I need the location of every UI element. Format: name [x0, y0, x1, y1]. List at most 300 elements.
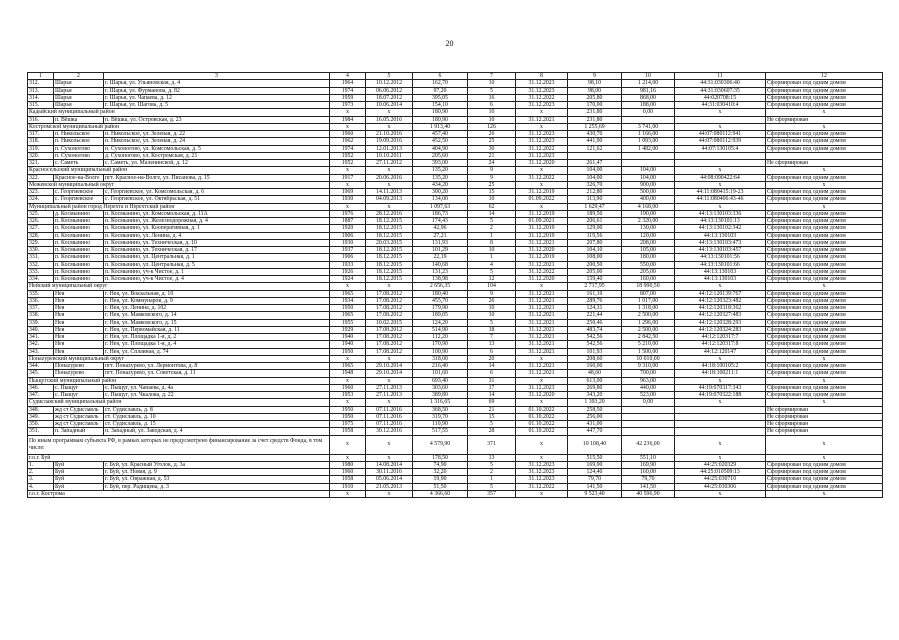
table-cell: 2 842,50	[622, 334, 675, 341]
table-cell: Сформирован под одним домом	[766, 341, 883, 348]
table-cell: с. Пыщуг, ул. Чкалова, д. 22	[104, 392, 330, 399]
table-cell: п. Никольское, ул. Зеленая, д. 24	[104, 138, 330, 145]
table-cell: 1974	[330, 87, 366, 94]
table-cell: 9	[468, 167, 516, 174]
table-cell: 1965	[330, 290, 366, 297]
table-cell: п. Космынино	[54, 239, 104, 246]
table-cell: 1953	[330, 392, 366, 399]
table-cell: г. Нея, ул. Маяковского, д. 15	[104, 319, 330, 326]
table-cell: 07.11.2016	[366, 421, 413, 428]
table-row	[28, 305, 883, 312]
table-cell: x	[766, 181, 883, 188]
table-cell: 98,10	[568, 80, 622, 87]
table-cell: 31.12.2023	[516, 102, 568, 109]
column-number: 8	[516, 73, 568, 80]
table-cell: 18.12.2015	[366, 225, 413, 232]
table-cell: 1926	[330, 268, 366, 275]
table-cell	[568, 152, 622, 159]
table-cell: 31.12.2021	[516, 334, 568, 341]
table-cell: 170,90	[413, 341, 468, 348]
table-cell: 44:25:010509:13	[675, 469, 766, 476]
table-cell: 01.10.2022	[516, 421, 568, 428]
district-subtotal-row	[28, 283, 883, 290]
table-cell: 10.10.2011	[366, 152, 413, 159]
column-number: 1	[28, 73, 54, 80]
table-cell: 25	[468, 181, 516, 188]
district-subtotal-row	[28, 167, 883, 174]
table-row	[28, 247, 883, 254]
table-cell: 174,43	[413, 218, 468, 225]
table-cell: 44:07:130105:4	[675, 145, 766, 152]
table-cell	[766, 152, 883, 159]
group-label: Нейский муниципальный округ	[28, 283, 330, 290]
table-cell: 1952	[330, 152, 366, 159]
table-cell: 14.08.2014	[366, 461, 413, 468]
table-cell: 18.12.2015	[366, 261, 413, 268]
table-cell: 44:12:120317:7	[675, 334, 766, 341]
table-cell: г. Нея, ул. Коммунаров, д. 9	[104, 297, 330, 304]
table-cell: 44:11:080415:19-23	[675, 189, 766, 196]
table-cell: с. Пыщуг, ул. Чапаева, д. 4а	[104, 384, 330, 391]
column-number: 2	[54, 73, 104, 80]
table-cell: 371	[468, 435, 516, 454]
table-cell: Нея	[54, 290, 104, 297]
table-cell: 18.12.2015	[366, 254, 413, 261]
table-cell: 31.12.2019	[516, 232, 568, 239]
table-cell: 1950	[330, 305, 366, 312]
table-cell: г. Нея, ул. Площадка 1-я, д. 2	[104, 334, 330, 341]
table-cell: x	[330, 203, 366, 210]
table-cell: 1958	[330, 428, 366, 435]
page-number: 20	[445, 39, 454, 48]
table-cell: x	[366, 109, 413, 116]
table-cell: 4 366,60	[413, 490, 468, 497]
table-cell: Нея	[54, 341, 104, 348]
table-cell: 261,47	[568, 160, 622, 167]
table-cell: 44:12:120147	[675, 348, 766, 355]
table-cell: 963,00	[622, 377, 675, 384]
table-cell: 31.12.2022	[516, 483, 568, 490]
group-label: По иным программам субъекта РФ, в рамках которых не предусмотрено финансирование за счет средств Фонда, в том числе:	[28, 435, 330, 454]
table-cell: 44:13:130103	[675, 276, 766, 283]
table-cell: Шарья	[54, 102, 104, 109]
table-cell: г. Шарья, ул. Чапаева, д. 12	[104, 94, 330, 101]
table-cell: с. Георгиевское	[54, 189, 104, 196]
table-cell: 447,70	[568, 428, 622, 435]
table-cell: Сформирован под одним домом	[766, 102, 883, 109]
table-cell: 31.12.2021	[516, 370, 568, 377]
table-cell: 14	[468, 210, 516, 217]
table-cell: x	[675, 167, 766, 174]
table-cell: 250,46	[568, 319, 622, 326]
table-cell: 01.10.2022	[516, 406, 568, 413]
table-cell: п. Вёшка, ул. Островская, д. 23	[104, 116, 330, 123]
table-cell: 44:07:080112:941	[675, 131, 766, 138]
table-cell: 1917	[330, 174, 366, 181]
table-cell: 1960	[330, 131, 366, 138]
table-cell: 338.	[28, 312, 54, 319]
table-cell: Нея	[54, 297, 104, 304]
table-cell	[622, 160, 675, 167]
table-cell: 440,00	[622, 384, 675, 391]
table-cell: 393,00	[413, 160, 468, 167]
table-cell: x	[516, 377, 568, 384]
table-cell: Не сформирован	[766, 413, 883, 420]
table-cell: 452,50	[413, 138, 468, 145]
table-cell: 205,60	[413, 152, 468, 159]
table-cell: 06.06.2012	[366, 87, 413, 94]
table-cell: п. Космынино	[54, 254, 104, 261]
table-cell: Сформирован под одним домом	[766, 131, 883, 138]
table-cell: 12	[468, 276, 516, 283]
table-row	[28, 254, 883, 261]
table-cell: 400,00	[622, 196, 675, 203]
table-cell: 31.12.2023	[516, 152, 568, 159]
table-cell: 31.12.2019	[516, 189, 568, 196]
table-cell: 138,98	[413, 276, 468, 283]
table-cell: x	[766, 399, 883, 406]
table-cell: ст. Судиславль, д. 10	[104, 413, 330, 420]
table-cell: 231,80	[568, 109, 622, 116]
table-cell: 31.12.2021	[516, 312, 568, 319]
table-cell: 3.	[28, 476, 54, 483]
table-cell: 1930	[330, 239, 366, 246]
table-cell: 22,19	[413, 254, 468, 261]
table-cell: 44:12:120317:8	[675, 341, 766, 348]
table-cell: г. Нея, ул. Вокзальная, д. 10	[104, 290, 330, 297]
table-cell: 21	[468, 406, 516, 413]
table-cell: x	[516, 490, 568, 497]
table-cell: 335.	[28, 290, 54, 297]
table-cell: пгт. Красное-на-Волге, ул. Писанова, д. 15	[104, 174, 330, 181]
table-cell: 31.12.2020	[516, 276, 568, 283]
column-number: 5	[366, 73, 413, 80]
table-cell: с. Саметь	[54, 160, 104, 167]
table-cell: x	[330, 181, 366, 188]
table-cell: 16	[468, 94, 516, 101]
table-cell: 31.12.2022	[516, 268, 568, 275]
table-cell: 40 596,90	[622, 490, 675, 497]
table-cell: Сформирован под одним домом	[766, 370, 883, 377]
table-cell: Сформирован под одним домом	[766, 483, 883, 490]
table-cell: 05.06.2014	[366, 476, 413, 483]
table-cell: 1906	[330, 254, 366, 261]
table-cell: Буй	[54, 461, 104, 468]
table-cell: Сформирован под одним домом	[766, 268, 883, 275]
table-cell: 31.12.2019	[516, 254, 568, 261]
table-row	[28, 370, 883, 377]
table-cell: 5	[468, 461, 516, 468]
table-cell: Понazyрево	[54, 363, 104, 370]
table-cell: Сформирован под одним домом	[766, 392, 883, 399]
table-cell: 5	[468, 87, 516, 94]
table-cell: 44:12:120327:483	[675, 312, 766, 319]
table-cell: п. Космынино	[54, 268, 104, 275]
table-cell: Сформирован под одним домом	[766, 297, 883, 304]
table-cell: 17	[468, 384, 516, 391]
table-cell: 14	[468, 392, 516, 399]
table-cell: 1940	[330, 334, 366, 341]
table-cell: 104,00	[622, 167, 675, 174]
table-cell: п. Сухоногово	[54, 145, 104, 152]
table-cell: г. Шарья, ул. Ульяновская, д. 4	[104, 80, 330, 87]
table-cell: x	[330, 490, 366, 497]
table-cell: 62	[468, 203, 516, 210]
table-row	[28, 174, 883, 181]
table-cell: Не сформирован	[766, 160, 883, 167]
table-cell: Сформирован под одним домом	[766, 305, 883, 312]
table-cell: 170,00	[568, 102, 622, 109]
table-cell: 5	[468, 268, 516, 275]
table-row	[28, 189, 883, 196]
district-subtotal-row	[28, 377, 883, 384]
table-cell: 500,00	[622, 189, 675, 196]
table-cell: 9 523,40	[568, 490, 622, 497]
table-cell: 0,00	[622, 399, 675, 406]
table-cell: 1.	[28, 461, 54, 468]
table-cell: 1887	[330, 218, 366, 225]
table-cell: Сформирован под одним домом	[766, 138, 883, 145]
table-cell: x	[366, 283, 413, 290]
table-cell: 160,00	[622, 469, 675, 476]
table-cell: жд ст Судиславль	[54, 413, 104, 420]
table-row	[28, 276, 883, 283]
table-cell: 17.08.2012	[366, 297, 413, 304]
column-number: 9	[568, 73, 622, 80]
table-cell: 350.	[28, 421, 54, 428]
table-cell: п. Космынино, ул. Техническая, д. 10	[104, 239, 330, 246]
table-row	[28, 341, 883, 348]
table-cell: 319.	[28, 145, 54, 152]
table-cell: 44:12:120139:767	[675, 290, 766, 297]
table-cell: 44:18:100211:1	[675, 370, 766, 377]
table-cell: 1984	[330, 116, 366, 123]
table-cell: 6	[468, 102, 516, 109]
table-cell: с. Пыщуг	[54, 384, 104, 391]
table-cell: г. Буй, ул. Новая, д. 9	[104, 469, 330, 476]
table-cell: 31.12.2020	[516, 160, 568, 167]
table-cell: 13	[468, 341, 516, 348]
table-cell: г. Шарья, ул. Шагова, д. 5	[104, 102, 330, 109]
table-cell: 1 913,40	[413, 123, 468, 130]
table-cell: Сформирован под одним домом	[766, 326, 883, 333]
table-cell: 179,90	[413, 305, 468, 312]
table-cell: 44:25:020329	[675, 461, 766, 468]
table-cell: 1960	[330, 469, 366, 476]
table-cell: 26	[468, 131, 516, 138]
table-cell: 1 629,47	[568, 203, 622, 210]
table-cell: п. Западный	[54, 428, 104, 435]
table-cell: 112,20	[413, 334, 468, 341]
table-cell: пгт. Понazyрево, ул. Советская, д. 11	[104, 370, 330, 377]
table-cell: 303,60	[413, 384, 468, 391]
district-subtotal-row	[28, 355, 883, 362]
table-row	[28, 312, 883, 319]
table-cell: 135,20	[413, 167, 468, 174]
table-cell: 44:18:100105:2	[675, 363, 766, 370]
table-cell: 344.	[28, 363, 54, 370]
table-cell: 1975	[330, 421, 366, 428]
table-cell: Сформирован под одним домом	[766, 276, 883, 283]
table-cell: 126	[468, 123, 516, 130]
table-row	[28, 334, 883, 341]
table-cell: п. Космынино, ул. Центральная, д. 5	[104, 261, 330, 268]
table-cell: 31.12.2021	[516, 348, 568, 355]
table-row	[28, 268, 883, 275]
table-cell: 104,10	[568, 247, 622, 254]
group-label: Понazyревский муниципальный округ	[28, 355, 330, 362]
table-cell: 31.12.2023	[516, 384, 568, 391]
table-cell: Сформирован под одним домом	[766, 196, 883, 203]
table-cell: x	[766, 377, 883, 384]
table-cell: 14	[468, 363, 516, 370]
table-row	[28, 138, 883, 145]
table-cell: 1 393,20	[568, 399, 622, 406]
table-row	[28, 476, 883, 483]
table-cell: 20	[468, 355, 516, 362]
table-cell: Сформирован под одним домом	[766, 254, 883, 261]
table-cell: 17.08.2012	[366, 341, 413, 348]
table-cell: x	[516, 167, 568, 174]
table-cell: x	[330, 123, 366, 130]
table-cell: 216,40	[413, 363, 468, 370]
table-cell: 101,60	[413, 370, 468, 377]
table-cell: 339.	[28, 319, 54, 326]
table-cell: 31.12.2023	[516, 138, 568, 145]
table-cell: x	[366, 377, 413, 384]
table-cell: 542,56	[568, 341, 622, 348]
table-cell: 404,90	[413, 145, 468, 152]
table-cell	[622, 428, 675, 435]
table-cell: 31.12.2021	[516, 341, 568, 348]
table-cell: x	[366, 167, 413, 174]
table-cell: 180,90	[413, 109, 468, 116]
table-cell: 8	[468, 239, 516, 246]
table-cell: 1 214,00	[622, 80, 675, 87]
table-row	[28, 80, 883, 87]
table-cell: 44:12:120328:293	[675, 319, 766, 326]
table-cell: 345.	[28, 370, 54, 377]
table-cell: 1948	[330, 370, 366, 377]
table-cell: 1962	[330, 138, 366, 145]
table-cell: Буй	[54, 469, 104, 476]
table-cell: x	[675, 435, 766, 454]
table-cell: 18.12.2015	[366, 218, 413, 225]
table-row	[28, 218, 883, 225]
district-subtotal-row	[28, 123, 883, 130]
table-cell: 07.11.2016	[366, 406, 413, 413]
table-cell: 4 579,90	[413, 435, 468, 454]
table-cell: 221,44	[568, 312, 622, 319]
table-cell: п. Сухоногово, ул. Комсомольская, д. 5	[104, 145, 330, 152]
table-cell: 343.	[28, 348, 54, 355]
table-cell: 29.10.2014	[366, 363, 413, 370]
table-cell: x	[366, 435, 413, 454]
table-cell: 01.10.2022	[516, 428, 568, 435]
table-cell: 316.	[28, 116, 54, 123]
table-cell: 13	[468, 454, 516, 461]
table-cell: 200,50	[568, 261, 622, 268]
table-row	[28, 421, 883, 428]
table-cell: 1 097,63	[413, 203, 468, 210]
table-cell: 1973	[330, 102, 366, 109]
table-cell: 17.08.2012	[366, 326, 413, 333]
table-cell: 18.12.2015	[366, 268, 413, 275]
table-cell: 01.09.2021	[516, 218, 568, 225]
table-cell: x	[675, 203, 766, 210]
group-label: Красносельский муниципальный район	[28, 167, 330, 174]
table-cell: x	[330, 399, 366, 406]
table-cell	[622, 152, 675, 159]
table-cell: 44:12:120318:362	[675, 305, 766, 312]
table-cell: 69	[468, 399, 516, 406]
table-cell: 20.03.2015	[366, 239, 413, 246]
table-cell: 131,23	[413, 268, 468, 275]
table-cell: x	[330, 435, 366, 454]
table-cell: 1910	[330, 483, 366, 490]
table-row	[28, 160, 883, 167]
table-cell: 2.	[28, 469, 54, 476]
table-cell: 110,90	[413, 421, 468, 428]
table-cell: 131,93	[413, 239, 468, 246]
group-label: Пыщугский муниципальный район	[28, 377, 330, 384]
table-cell: 44:13:130103:336	[675, 210, 766, 217]
table-cell: 108,00	[568, 254, 622, 261]
table-cell: x	[766, 490, 883, 497]
district-subtotal-row	[28, 399, 883, 406]
table-cell: 44:13:130103	[675, 232, 766, 239]
table-cell	[675, 160, 766, 167]
table-cell: 104,00	[568, 167, 622, 174]
table-cell: x	[366, 181, 413, 188]
table-cell: 6	[468, 370, 516, 377]
column-number: 7	[468, 73, 516, 80]
table-cell	[622, 406, 675, 413]
table-cell: 206,61	[568, 218, 622, 225]
table-cell: Сформирован под одним домом	[766, 319, 883, 326]
table-cell: 27,21	[413, 232, 468, 239]
table-cell: г. Нея, ул. Первомайская, д. 11	[104, 326, 330, 333]
table-cell: 340.	[28, 326, 54, 333]
table-cell: 21.05.2013	[366, 483, 413, 490]
table-cell: 01.09.2022	[516, 196, 568, 203]
table-cell: ст. Судиславль, д. 15	[104, 421, 330, 428]
table-cell: x	[675, 283, 766, 290]
table-cell: 455,70	[413, 297, 468, 304]
table-cell: 10.06.2014	[366, 102, 413, 109]
table-cell: 24	[468, 160, 516, 167]
table-cell: Нея	[54, 319, 104, 326]
table-cell: 31.12.2021	[516, 261, 568, 268]
table-cell	[675, 406, 766, 413]
table-cell: Не сформирован	[766, 421, 883, 428]
table-cell: Буй	[54, 476, 104, 483]
table-cell: 320.	[28, 152, 54, 159]
table-cell: Буй	[54, 483, 104, 490]
table-cell: п. Никольское, ул. Зеленая, д. 22	[104, 131, 330, 138]
table-cell: 10	[468, 80, 516, 87]
table-cell: 868,00	[622, 94, 675, 101]
table-cell: 10.12.2012	[366, 80, 413, 87]
table-cell: 328.	[28, 232, 54, 239]
table-cell: Сформирован под одним домом	[766, 348, 883, 355]
table-cell: 119,56	[568, 232, 622, 239]
table-cell: 1924	[330, 276, 366, 283]
table-cell: 342.	[28, 341, 54, 348]
table-cell: 613,00	[568, 377, 622, 384]
table-cell: x	[330, 454, 366, 461]
table-cell: x	[330, 283, 366, 290]
